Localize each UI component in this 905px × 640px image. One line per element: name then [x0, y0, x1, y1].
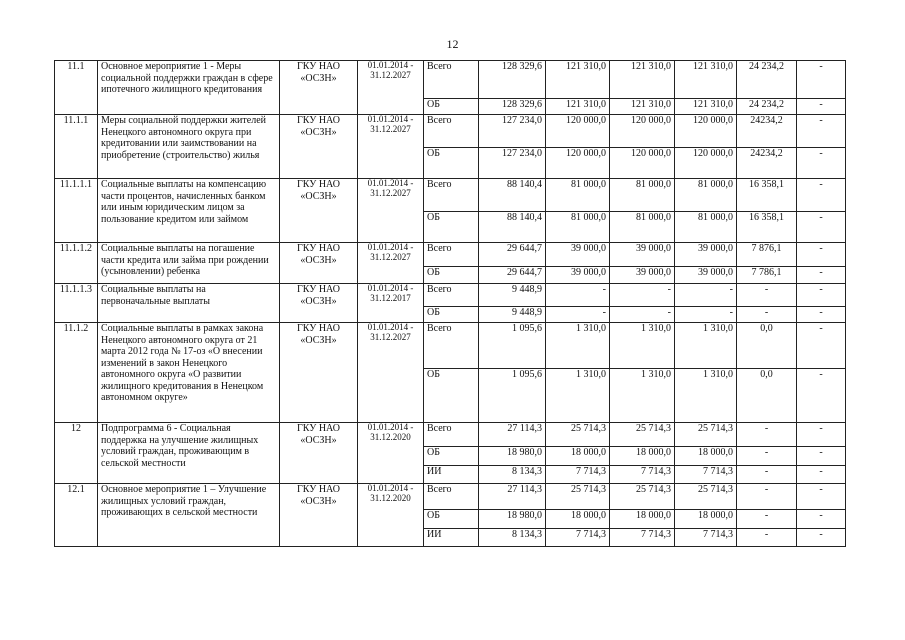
amount-cell-v2: 120 000,0	[546, 148, 610, 179]
amount-cell-v1: 128 329,6	[479, 99, 546, 115]
amount-cell-v4: 39 000,0	[675, 267, 737, 284]
amount-cell-v3: 120 000,0	[610, 148, 675, 179]
amount-cell-v2: 7 714,3	[546, 466, 610, 484]
amount-cell-v2: 121 310,0	[546, 99, 610, 115]
row-name: Социальные выплаты на компенсацию части процентов, начисленных банком или иным юридическим лицом за пользование кредитом или займом	[98, 179, 280, 243]
amount-cell-v6: -	[797, 99, 846, 115]
amount-cell-v2: 18 000,0	[546, 447, 610, 466]
row-number: 11.1.1	[55, 115, 98, 179]
row-period: 01.01.2014 - 31.12.2020	[358, 423, 424, 484]
amount-cell-v5: -	[737, 423, 797, 447]
amount-cell-v6: -	[797, 484, 846, 510]
amount-cell-v2: 39 000,0	[546, 267, 610, 284]
funding-source: ИИ	[424, 466, 479, 484]
amount-cell-v4: -	[675, 284, 737, 307]
amount-cell-v6: -	[797, 61, 846, 99]
amount-cell-v4: 25 714,3	[675, 423, 737, 447]
row-executor: ГКУ НАО «ОСЗН»	[280, 243, 358, 284]
amount-cell-v6: -	[797, 447, 846, 466]
amount-cell-v1: 29 644,7	[479, 243, 546, 267]
funding-source: Всего	[424, 179, 479, 212]
funding-source: ИИ	[424, 529, 479, 547]
amount-cell-v3: 120 000,0	[610, 115, 675, 148]
row-period: 01.01.2014 - 31.12.2027	[358, 115, 424, 179]
row-number: 11.1.1.2	[55, 243, 98, 284]
amount-cell-v5: -	[737, 484, 797, 510]
amount-cell-v6: -	[797, 466, 846, 484]
amount-cell-v2: 39 000,0	[546, 243, 610, 267]
amount-cell-v3: 121 310,0	[610, 99, 675, 115]
amount-cell-v2: 81 000,0	[546, 212, 610, 243]
row-name: Меры социальной поддержки жителей Ненецкого автономного округа при кредитовании или заимствовании на приобретение (строительство) жилья	[98, 115, 280, 179]
amount-cell-v2: 121 310,0	[546, 61, 610, 99]
amount-cell-v3: 121 310,0	[610, 61, 675, 99]
amount-cell-v5: 0,0	[737, 323, 797, 369]
funding-source: ОБ	[424, 447, 479, 466]
row-executor: ГКУ НАО «ОСЗН»	[280, 115, 358, 179]
amount-cell-v6: -	[797, 212, 846, 243]
amount-cell-v5: 16 358,1	[737, 179, 797, 212]
amount-cell-v2: -	[546, 284, 610, 307]
funding-source: ОБ	[424, 510, 479, 529]
row-executor: ГКУ НАО «ОСЗН»	[280, 179, 358, 243]
row-period: 01.01.2014 - 31.12.2017	[358, 284, 424, 323]
amount-cell-v4: 121 310,0	[675, 61, 737, 99]
amount-cell-v5: -	[737, 466, 797, 484]
amount-cell-v3: 81 000,0	[610, 179, 675, 212]
row-executor: ГКУ НАО «ОСЗН»	[280, 61, 358, 115]
amount-cell-v1: 1 095,6	[479, 369, 546, 423]
row-name: Основное мероприятие 1 - Меры социальной поддержки граждан в сфере ипотечного жилищного кредитования	[98, 61, 280, 115]
amount-cell-v2: 1 310,0	[546, 369, 610, 423]
amount-cell-v4: 120 000,0	[675, 148, 737, 179]
amount-cell-v3: 81 000,0	[610, 212, 675, 243]
amount-cell-v6: -	[797, 529, 846, 547]
amount-cell-v5: 0,0	[737, 369, 797, 423]
funding-source: Всего	[424, 115, 479, 148]
funding-source: ОБ	[424, 267, 479, 284]
row-period: 01.01.2014 - 31.12.2027	[358, 61, 424, 115]
amount-cell-v6: -	[797, 323, 846, 369]
funding-source: ОБ	[424, 307, 479, 323]
amount-cell-v4: 18 000,0	[675, 510, 737, 529]
amount-cell-v1: 9 448,9	[479, 307, 546, 323]
table-row	[55, 61, 846, 99]
amount-cell-v2: -	[546, 307, 610, 323]
row-name: Социальные выплаты на погашение части кредита или займа при рождении (усыновлении) ребенка	[98, 243, 280, 284]
amount-cell-v1: 8 134,3	[479, 466, 546, 484]
amount-cell-v1: 18 980,0	[479, 510, 546, 529]
row-number: 11.1.2	[55, 323, 98, 423]
amount-cell-v2: 7 714,3	[546, 529, 610, 547]
funding-source: Всего	[424, 423, 479, 447]
amount-cell-v5: 24234,2	[737, 148, 797, 179]
amount-cell-v1: 127 234,0	[479, 148, 546, 179]
table-row	[55, 423, 846, 447]
amount-cell-v6: -	[797, 284, 846, 307]
amount-cell-v4: 1 310,0	[675, 323, 737, 369]
amount-cell-v3: 18 000,0	[610, 447, 675, 466]
funding-source: Всего	[424, 484, 479, 510]
amount-cell-v5: 16 358,1	[737, 212, 797, 243]
amount-cell-v1: 29 644,7	[479, 267, 546, 284]
row-number: 11.1.1.1	[55, 179, 98, 243]
table-row	[55, 115, 846, 148]
row-name: Подпрограмма 6 - Социальная поддержка на улучшение жилищных условий граждан, проживающим в сельской местности	[98, 423, 280, 484]
amount-cell-v6: -	[797, 510, 846, 529]
amount-cell-v2: 25 714,3	[546, 423, 610, 447]
table-row	[55, 243, 846, 267]
amount-cell-v4: 18 000,0	[675, 447, 737, 466]
page-number: 12	[446, 37, 459, 51]
row-executor: ГКУ НАО «ОСЗН»	[280, 484, 358, 547]
amount-cell-v6: -	[797, 115, 846, 148]
amount-cell-v1: 9 448,9	[479, 284, 546, 307]
amount-cell-v1: 18 980,0	[479, 447, 546, 466]
row-executor: ГКУ НАО «ОСЗН»	[280, 323, 358, 423]
amount-cell-v4: 81 000,0	[675, 212, 737, 243]
amount-cell-v5: 24 234,2	[737, 99, 797, 115]
amount-cell-v1: 88 140,4	[479, 212, 546, 243]
amount-cell-v3: 39 000,0	[610, 267, 675, 284]
amount-cell-v3: 25 714,3	[610, 423, 675, 447]
row-period: 01.01.2014 - 31.12.2027	[358, 243, 424, 284]
amount-cell-v1: 127 234,0	[479, 115, 546, 148]
amount-cell-v3: -	[610, 307, 675, 323]
row-name: Основное мероприятие 1 – Улучшение жилищных условий граждан, проживающих в сельской местности	[98, 484, 280, 547]
row-executor: ГКУ НАО «ОСЗН»	[280, 423, 358, 484]
row-period: 01.01.2014 - 31.12.2020	[358, 484, 424, 547]
row-number: 11.1	[55, 61, 98, 115]
table-row	[55, 179, 846, 212]
amount-cell-v1: 8 134,3	[479, 529, 546, 547]
amount-cell-v6: -	[797, 423, 846, 447]
amount-cell-v3: 7 714,3	[610, 466, 675, 484]
amount-cell-v1: 27 114,3	[479, 484, 546, 510]
amount-cell-v4: 25 714,3	[675, 484, 737, 510]
amount-cell-v4: 120 000,0	[675, 115, 737, 148]
row-number: 12	[55, 423, 98, 484]
amount-cell-v5: -	[737, 447, 797, 466]
funding-source: ОБ	[424, 369, 479, 423]
amount-cell-v2: 1 310,0	[546, 323, 610, 369]
row-period: 01.01.2014 - 31.12.2027	[358, 179, 424, 243]
amount-cell-v3: 39 000,0	[610, 243, 675, 267]
amount-cell-v5: 7 786,1	[737, 267, 797, 284]
table-row	[55, 323, 846, 369]
amount-cell-v2: 25 714,3	[546, 484, 610, 510]
amount-cell-v2: 18 000,0	[546, 510, 610, 529]
amount-cell-v4: 39 000,0	[675, 243, 737, 267]
row-period: 01.01.2014 - 31.12.2027	[358, 323, 424, 423]
amount-cell-v6: -	[797, 179, 846, 212]
amount-cell-v4: 1 310,0	[675, 369, 737, 423]
budget-table	[54, 60, 846, 547]
amount-cell-v1: 27 114,3	[479, 423, 546, 447]
amount-cell-v5: 24234,2	[737, 115, 797, 148]
funding-source: Всего	[424, 243, 479, 267]
amount-cell-v5: -	[737, 510, 797, 529]
amount-cell-v2: 120 000,0	[546, 115, 610, 148]
amount-cell-v3: -	[610, 284, 675, 307]
funding-source: ОБ	[424, 212, 479, 243]
row-number: 12.1	[55, 484, 98, 547]
amount-cell-v4: 81 000,0	[675, 179, 737, 212]
row-name: Социальные выплаты в рамках закона Ненецкого автономного округа от 21 марта 2012 года № 17-оз «О внесении изменений в закон Ненецкого автономного округа «О развитии жилищного кредитования в Ненецком автономном округе»	[98, 323, 280, 423]
amount-cell-v6: -	[797, 267, 846, 284]
amount-cell-v2: 81 000,0	[546, 179, 610, 212]
amount-cell-v6: -	[797, 369, 846, 423]
row-number: 11.1.1.3	[55, 284, 98, 323]
amount-cell-v4: 7 714,3	[675, 529, 737, 547]
amount-cell-v5: 7 876,1	[737, 243, 797, 267]
table-row	[55, 484, 846, 510]
amount-cell-v6: -	[797, 243, 846, 267]
funding-source: Всего	[424, 323, 479, 369]
amount-cell-v3: 1 310,0	[610, 323, 675, 369]
row-name: Социальные выплаты на первоначальные выплаты	[98, 284, 280, 323]
funding-source: ОБ	[424, 99, 479, 115]
amount-cell-v5: -	[737, 307, 797, 323]
amount-cell-v6: -	[797, 307, 846, 323]
funding-source: Всего	[424, 284, 479, 307]
amount-cell-v3: 25 714,3	[610, 484, 675, 510]
amount-cell-v4: 121 310,0	[675, 99, 737, 115]
amount-cell-v3: 7 714,3	[610, 529, 675, 547]
funding-source: ОБ	[424, 148, 479, 179]
amount-cell-v6: -	[797, 148, 846, 179]
funding-source: Всего	[424, 61, 479, 99]
table-row	[55, 284, 846, 307]
amount-cell-v4: 7 714,3	[675, 466, 737, 484]
amount-cell-v5: -	[737, 529, 797, 547]
amount-cell-v4: -	[675, 307, 737, 323]
amount-cell-v5: 24 234,2	[737, 61, 797, 99]
amount-cell-v5: -	[737, 284, 797, 307]
amount-cell-v1: 1 095,6	[479, 323, 546, 369]
row-executor: ГКУ НАО «ОСЗН»	[280, 284, 358, 323]
amount-cell-v3: 18 000,0	[610, 510, 675, 529]
amount-cell-v3: 1 310,0	[610, 369, 675, 423]
amount-cell-v1: 88 140,4	[479, 179, 546, 212]
amount-cell-v1: 128 329,6	[479, 61, 546, 99]
